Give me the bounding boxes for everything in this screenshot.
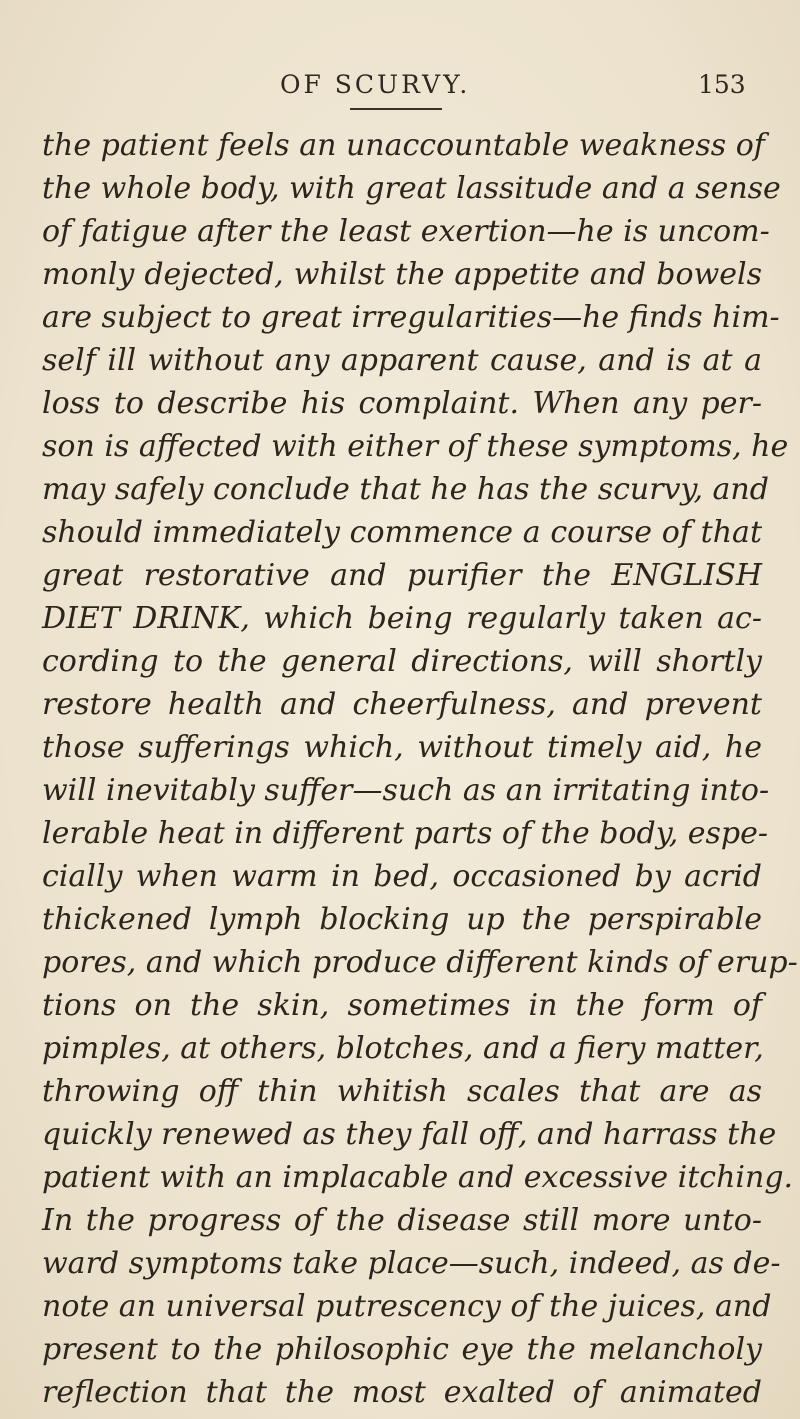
text-line: will inevitably suffer—such as an irritating into- — [42, 773, 770, 808]
text-line: those sufferings which, without timely aid, he — [42, 730, 762, 765]
text-line: should immediately commence a course of that — [42, 515, 762, 550]
page-header — [0, 70, 800, 104]
text-line: son is affected with either of these symptoms, he — [42, 429, 789, 464]
text-line: monly dejected, whilst the appetite and bowels — [42, 257, 762, 292]
text-line: pores, and which produce different kinds of erup- — [42, 945, 798, 980]
text-line: of fatigue after the least exertion—he is uncom- — [42, 214, 770, 249]
header-rule — [350, 108, 442, 110]
text-line: note an universal putrescency of the juices, and — [42, 1289, 772, 1324]
text-line: In the progress of the disease still more unto- — [42, 1203, 762, 1238]
page-number: 153 — [698, 70, 746, 99]
text-line: pimples, at others, blotches, and a fiery matter, — [42, 1031, 764, 1066]
text-line: may safely conclude that he has the scurvy, and — [42, 472, 769, 507]
text-line: restore health and cheerfulness, and prevent — [42, 687, 762, 722]
text-line: self ill without any apparent cause, and is at a — [42, 343, 762, 378]
text-line: are subject to great irregularities—he finds him- — [42, 300, 780, 335]
text-line: reflection that the most exalted of animated — [42, 1375, 762, 1410]
running-title: OF SCURVY. — [280, 70, 471, 99]
text-line: patient with an implacable and excessive itching. — [42, 1160, 794, 1195]
text-line: thickened lymph blocking up the perspirable — [42, 902, 762, 937]
text-line: cording to the general directions, will shortly — [42, 644, 762, 679]
text-line: the whole body, with great lassitude and a sense — [42, 171, 781, 206]
text-line: quickly renewed as they fall off, and harrass the — [42, 1117, 777, 1152]
text-line: loss to describe his complaint. When any per- — [42, 386, 762, 421]
text-line: ward symptoms take place—such, indeed, as de- — [42, 1246, 781, 1281]
text-line: DIET DRINK, which being regularly taken ac- — [42, 601, 762, 636]
text-line: lerable heat in different parts of the body, espe- — [42, 816, 769, 851]
text-line: great restorative and purifier the ENGLISH — [42, 558, 762, 593]
text-line: throwing off thin whitish scales that are as — [42, 1074, 762, 1109]
text-line: cially when warm in bed, occasioned by acrid — [42, 859, 762, 894]
text-line: tions on the skin, sometimes in the form of — [42, 988, 762, 1023]
text-line: present to the philosophic eye the melancholy — [42, 1332, 762, 1367]
text-line: the patient feels an unaccountable weakness of — [42, 128, 765, 163]
body-text — [42, 124, 798, 1414]
